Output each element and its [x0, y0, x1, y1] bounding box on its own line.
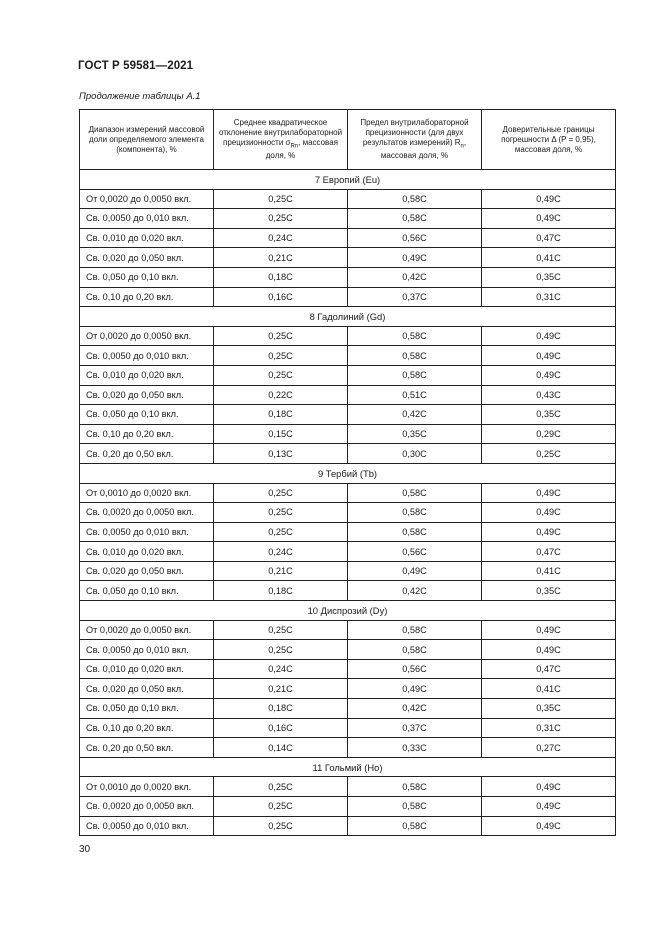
delta-cell: 0,49С: [482, 640, 616, 660]
column-header-limit-subscript: n: [460, 143, 464, 150]
sigma-cell: 0,25С: [214, 326, 348, 346]
limit-cell: 0,58С: [348, 326, 482, 346]
delta-cell: 0,49С: [482, 346, 616, 366]
section-title: 7 Европий (Eu): [80, 170, 616, 190]
table-row: [80, 718, 616, 738]
range-cell: Св. 0,010 до 0,020 вкл.: [80, 659, 214, 679]
sigma-cell: 0,25С: [214, 620, 348, 640]
sigma-cell: 0,16С: [214, 718, 348, 738]
sigma-cell: 0,18С: [214, 699, 348, 719]
limit-cell: 0,58С: [348, 816, 482, 836]
range-cell: Св. 0,050 до 0,10 вкл.: [80, 581, 214, 601]
delta-cell: 0,43С: [482, 385, 616, 405]
delta-cell: 0,31С: [482, 287, 616, 307]
section-title: 10 Диспрозий (Dy): [80, 601, 616, 621]
limit-cell: 0,49С: [348, 561, 482, 581]
table-row: [80, 424, 616, 444]
range-cell: Св. 0,10 до 0,20 вкл.: [80, 287, 214, 307]
delta-cell: 0,49С: [482, 189, 616, 209]
delta-cell: 0,49С: [482, 777, 616, 797]
delta-cell: 0,35С: [482, 405, 616, 425]
range-cell: Св. 0,10 до 0,20 вкл.: [80, 424, 214, 444]
delta-cell: 0,49С: [482, 522, 616, 542]
limit-cell: 0,58С: [348, 346, 482, 366]
range-cell: Св. 0,0050 до 0,010 вкл.: [80, 816, 214, 836]
limit-cell: 0,58С: [348, 777, 482, 797]
table-body: [80, 170, 616, 836]
limit-cell: 0,58С: [348, 640, 482, 660]
sigma-cell: 0,25С: [214, 816, 348, 836]
delta-cell: 0,47С: [482, 542, 616, 562]
sigma-cell: 0,25С: [214, 365, 348, 385]
sigma-cell: 0,24С: [214, 659, 348, 679]
range-cell: От 0,0020 до 0,0050 вкл.: [80, 326, 214, 346]
table-row: [80, 542, 616, 562]
precision-table: [79, 109, 616, 836]
range-cell: Св. 0,20 до 0,50 вкл.: [80, 738, 214, 758]
range-cell: От 0,0010 до 0,0020 вкл.: [80, 483, 214, 503]
limit-cell: 0,42С: [348, 699, 482, 719]
table-row: [80, 287, 616, 307]
range-cell: Св. 0,0020 до 0,0050 вкл.: [80, 797, 214, 817]
sigma-cell: 0,22С: [214, 385, 348, 405]
limit-cell: 0,37С: [348, 718, 482, 738]
range-cell: От 0,0020 до 0,0050 вкл.: [80, 189, 214, 209]
table-row: [80, 699, 616, 719]
table-row: [80, 561, 616, 581]
delta-cell: 0,49С: [482, 816, 616, 836]
sigma-cell: 0,16С: [214, 287, 348, 307]
column-header-sigma-subscript: Rn: [290, 143, 299, 150]
limit-cell: 0,58С: [348, 189, 482, 209]
limit-cell: 0,56С: [348, 659, 482, 679]
limit-cell: 0,58С: [348, 620, 482, 640]
sigma-cell: 0,25С: [214, 522, 348, 542]
limit-cell: 0,58С: [348, 522, 482, 542]
column-header-limit-text: Предел внутрилабораторной прецизионности (для двух результатов измерений) R: [360, 117, 469, 147]
column-header-range: Диапазон измерений массовой доли определяемого элемента (компонента), %: [80, 110, 214, 170]
limit-cell: 0,42С: [348, 405, 482, 425]
delta-cell: 0,29С: [482, 424, 616, 444]
table-row: [80, 620, 616, 640]
table-row: [80, 385, 616, 405]
delta-cell: 0,49С: [482, 797, 616, 817]
limit-cell: 0,58С: [348, 209, 482, 229]
range-cell: Св. 0,050 до 0,10 вкл.: [80, 699, 214, 719]
delta-cell: 0,27С: [482, 738, 616, 758]
sigma-cell: 0,25С: [214, 483, 348, 503]
delta-cell: 0,49С: [482, 503, 616, 523]
range-cell: Св. 0,10 до 0,20 вкл.: [80, 718, 214, 738]
range-cell: Св. 0,010 до 0,020 вкл.: [80, 228, 214, 248]
table-row: [80, 209, 616, 229]
table-row: [80, 816, 616, 836]
delta-cell: 0,35С: [482, 581, 616, 601]
range-cell: Св. 0,0020 до 0,0050 вкл.: [80, 503, 214, 523]
range-cell: Св. 0,0050 до 0,010 вкл.: [80, 209, 214, 229]
table-row: [80, 365, 616, 385]
section-header-row: [80, 601, 616, 621]
table-row: [80, 659, 616, 679]
section-header-row: [80, 170, 616, 190]
table-row: [80, 797, 616, 817]
limit-cell: 0,35С: [348, 424, 482, 444]
column-header-limit-unit: , массовая доля, %: [380, 137, 467, 161]
sigma-cell: 0,25С: [214, 503, 348, 523]
range-cell: Св. 0,20 до 0,50 вкл.: [80, 444, 214, 464]
table-row: [80, 228, 616, 248]
range-cell: Св. 0,010 до 0,020 вкл.: [80, 365, 214, 385]
delta-cell: 0,47С: [482, 228, 616, 248]
delta-cell: 0,47С: [482, 659, 616, 679]
sigma-cell: 0,25С: [214, 209, 348, 229]
sigma-cell: 0,18С: [214, 267, 348, 287]
sigma-cell: 0,14С: [214, 738, 348, 758]
limit-cell: 0,49С: [348, 248, 482, 268]
sigma-cell: 0,18С: [214, 405, 348, 425]
table-row: [80, 248, 616, 268]
limit-cell: 0,56С: [348, 542, 482, 562]
delta-cell: 0,41С: [482, 561, 616, 581]
limit-cell: 0,42С: [348, 581, 482, 601]
delta-cell: 0,49С: [482, 326, 616, 346]
table-row: [80, 640, 616, 660]
range-cell: Св. 0,050 до 0,10 вкл.: [80, 267, 214, 287]
sigma-cell: 0,24С: [214, 542, 348, 562]
document-code: ГОСТ Р 59581—2021: [78, 60, 194, 72]
section-header-row: [80, 463, 616, 483]
sigma-cell: 0,21С: [214, 561, 348, 581]
delta-cell: 0,49С: [482, 620, 616, 640]
table-row: [80, 444, 616, 464]
column-header-sigma: [214, 110, 348, 170]
table-row: [80, 483, 616, 503]
table-row: [80, 738, 616, 758]
range-cell: От 0,0010 до 0,0020 вкл.: [80, 777, 214, 797]
range-cell: Св. 0,050 до 0,10 вкл.: [80, 405, 214, 425]
page-number: 30: [79, 844, 91, 855]
table-row: [80, 503, 616, 523]
table-row: [80, 189, 616, 209]
limit-cell: 0,56С: [348, 228, 482, 248]
range-cell: Св. 0,0050 до 0,010 вкл.: [80, 522, 214, 542]
sigma-cell: 0,21С: [214, 248, 348, 268]
range-cell: Св. 0,0050 до 0,010 вкл.: [80, 640, 214, 660]
limit-cell: 0,30С: [348, 444, 482, 464]
limit-cell: 0,58С: [348, 483, 482, 503]
range-cell: От 0,0020 до 0,0050 вкл.: [80, 620, 214, 640]
delta-cell: 0,25С: [482, 444, 616, 464]
table-row: [80, 679, 616, 699]
limit-cell: 0,51С: [348, 385, 482, 405]
limit-cell: 0,58С: [348, 365, 482, 385]
table-row: [80, 346, 616, 366]
table-header-row: [80, 110, 616, 170]
delta-cell: 0,35С: [482, 267, 616, 287]
column-header-delta: Доверительные границы погрешности Δ (P = 0,95), массовая доля, %: [482, 110, 616, 170]
table-caption: Продолжение таблицы А.1: [79, 91, 201, 102]
column-header-limit: [348, 110, 482, 170]
section-header-row: [80, 307, 616, 327]
range-cell: Св. 0,010 до 0,020 вкл.: [80, 542, 214, 562]
sigma-cell: 0,25С: [214, 640, 348, 660]
table-row: [80, 326, 616, 346]
limit-cell: 0,33С: [348, 738, 482, 758]
sigma-cell: 0,15С: [214, 424, 348, 444]
range-cell: Св. 0,020 до 0,050 вкл.: [80, 385, 214, 405]
sigma-cell: 0,24С: [214, 228, 348, 248]
section-title: 8 Гадолиний (Gd): [80, 307, 616, 327]
limit-cell: 0,37С: [348, 287, 482, 307]
limit-cell: 0,49С: [348, 679, 482, 699]
limit-cell: 0,42С: [348, 267, 482, 287]
table-row: [80, 522, 616, 542]
section-header-row: [80, 757, 616, 777]
delta-cell: 0,49С: [482, 365, 616, 385]
delta-cell: 0,49С: [482, 209, 616, 229]
table-row: [80, 777, 616, 797]
table-row: [80, 581, 616, 601]
delta-cell: 0,49С: [482, 483, 616, 503]
table-row: [80, 405, 616, 425]
sigma-cell: 0,21С: [214, 679, 348, 699]
limit-cell: 0,58С: [348, 503, 482, 523]
section-title: 9 Тербий (Tb): [80, 463, 616, 483]
sigma-cell: 0,25С: [214, 189, 348, 209]
delta-cell: 0,35С: [482, 699, 616, 719]
limit-cell: 0,58С: [348, 797, 482, 817]
column-header-sigma-unit: , массовая доля, %: [265, 137, 338, 161]
sigma-cell: 0,18С: [214, 581, 348, 601]
range-cell: Св. 0,020 до 0,050 вкл.: [80, 248, 214, 268]
column-header-sigma-text: Среднее квадратическое отклонение внутрилабораторной прецизионности σ: [218, 117, 343, 147]
sigma-cell: 0,25С: [214, 777, 348, 797]
section-title: 11 Гольмий (Ho): [80, 757, 616, 777]
sigma-cell: 0,13С: [214, 444, 348, 464]
delta-cell: 0,41С: [482, 679, 616, 699]
sigma-cell: 0,25С: [214, 346, 348, 366]
sigma-cell: 0,25С: [214, 797, 348, 817]
range-cell: Св. 0,0050 до 0,010 вкл.: [80, 346, 214, 366]
range-cell: Св. 0,020 до 0,050 вкл.: [80, 679, 214, 699]
delta-cell: 0,31С: [482, 718, 616, 738]
delta-cell: 0,41С: [482, 248, 616, 268]
table-row: [80, 267, 616, 287]
range-cell: Св. 0,020 до 0,050 вкл.: [80, 561, 214, 581]
